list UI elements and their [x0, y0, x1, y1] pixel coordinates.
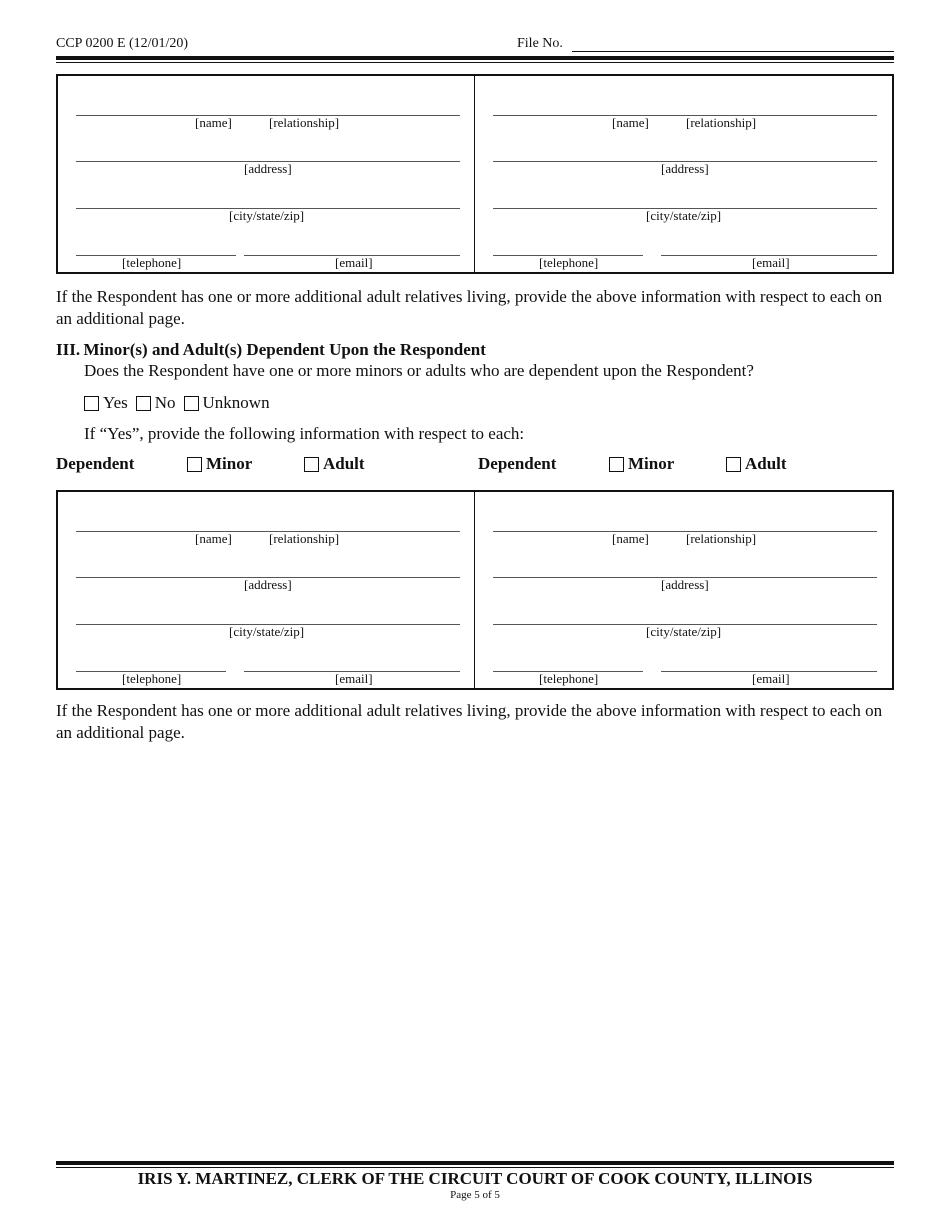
unknown-label: Unknown — [202, 393, 270, 412]
email-label: [email] — [752, 255, 790, 270]
email-label: [email] — [335, 255, 373, 270]
name-label: [name] — [612, 531, 649, 546]
relationship-label: [relationship] — [686, 115, 757, 130]
relationship-label: [relationship] — [269, 115, 340, 130]
yes-checkbox[interactable] — [84, 396, 99, 411]
section-heading: III. Minor(s) and Adult(s) Dependent Upon the Respondent — [56, 340, 486, 359]
minor-option[interactable] — [187, 454, 252, 474]
no-label: No — [154, 393, 176, 412]
relationship-label: [relationship] — [686, 531, 757, 546]
relatives-contact-box — [56, 74, 894, 274]
footer-rule-thin — [56, 1167, 894, 1168]
file-no-field[interactable] — [572, 51, 894, 52]
adult-label: Adult — [323, 454, 365, 473]
relationship-label: [relationship] — [269, 531, 340, 546]
header-rule — [56, 56, 894, 60]
box-divider — [474, 76, 475, 272]
name-relationship-field[interactable] — [493, 531, 877, 532]
adult-label: Adult — [745, 454, 787, 473]
address-label: [address] — [661, 161, 709, 176]
no-checkbox[interactable] — [136, 396, 151, 411]
email-label: [email] — [752, 671, 790, 686]
adult-option[interactable] — [726, 454, 787, 474]
address-label: [address] — [244, 161, 292, 176]
telephone-label: [telephone] — [539, 671, 599, 686]
minor-option[interactable] — [609, 454, 674, 474]
dependents-contact-box — [56, 490, 894, 690]
telephone-label: [telephone] — [539, 255, 599, 270]
yes-label: Yes — [103, 393, 128, 412]
minor-checkbox[interactable] — [187, 457, 202, 472]
address-label: [address] — [244, 577, 292, 592]
unknown-checkbox[interactable] — [184, 396, 199, 411]
header-rule-thin — [56, 62, 894, 63]
minor-checkbox[interactable] — [609, 457, 624, 472]
name-label: [name] — [195, 531, 232, 546]
telephone-label: [telephone] — [122, 255, 182, 270]
dependents-instruction: If “Yes”, provide the following information with respect to each: — [84, 424, 525, 443]
adult-checkbox[interactable] — [726, 457, 741, 472]
option-yes[interactable] — [84, 393, 128, 413]
name-relationship-field[interactable] — [76, 115, 460, 116]
option-unknown[interactable] — [184, 393, 270, 413]
option-no[interactable] — [136, 393, 176, 413]
contact-block-right — [493, 492, 877, 688]
footer-rule — [56, 1161, 894, 1165]
contact-block-left — [76, 492, 460, 688]
box-divider — [474, 492, 475, 688]
address-label: [address] — [661, 577, 709, 592]
name-relationship-field[interactable] — [76, 531, 460, 532]
dependents-options — [84, 393, 278, 413]
file-no-label: File No. — [517, 36, 563, 51]
contact-block-right — [493, 76, 877, 272]
additional-relatives-note: If the Respondent has one or more additional adult relatives living, provide the above information with respect to each on an additional page. — [56, 287, 883, 328]
email-label: [email] — [335, 671, 373, 686]
name-label: [name] — [195, 115, 232, 130]
telephone-label: [telephone] — [122, 671, 182, 686]
adult-option[interactable] — [304, 454, 365, 474]
minor-label: Minor — [206, 454, 253, 473]
city-state-zip-label: [city/state/zip] — [229, 208, 305, 223]
city-state-zip-label: [city/state/zip] — [646, 208, 722, 223]
city-state-zip-label: [city/state/zip] — [646, 624, 722, 639]
clerk-name: IRIS Y. MARTINEZ, CLERK OF THE CIRCUIT COURT OF COOK COUNTY, ILLINOIS — [137, 1169, 813, 1188]
additional-dependents-note: If the Respondent has one or more additional adult relatives living, provide the above information with respect to each on an additional page. — [56, 701, 883, 742]
name-relationship-field[interactable] — [493, 115, 877, 116]
name-label: [name] — [612, 115, 649, 130]
adult-checkbox[interactable] — [304, 457, 319, 472]
dependent-label: Dependent — [56, 454, 135, 473]
dependent-label: Dependent — [478, 454, 557, 473]
contact-block-left — [76, 76, 460, 272]
minor-label: Minor — [628, 454, 675, 473]
city-state-zip-label: [city/state/zip] — [229, 624, 305, 639]
form-code: CCP 0200 E (12/01/20) — [56, 36, 189, 51]
dependents-question: Does the Respondent have one or more minors or adults who are dependent upon the Respondent? — [84, 361, 754, 380]
page-header — [56, 36, 894, 54]
page-number: Page 5 of 5 — [450, 1189, 500, 1201]
